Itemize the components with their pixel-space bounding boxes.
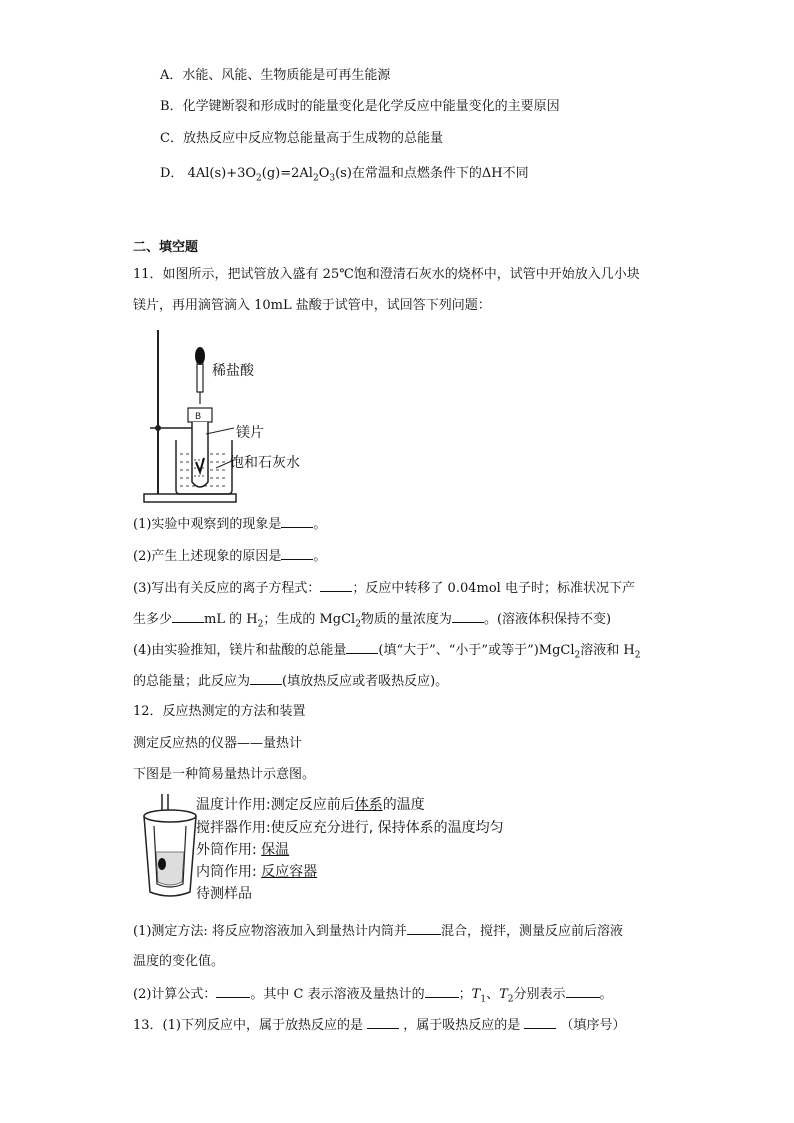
blank[interactable]: [524, 1014, 556, 1029]
blank[interactable]: [250, 670, 282, 685]
q12-title: 12．反应热测定的方法和装置: [133, 704, 306, 719]
option-a: A．水能、风能、生物质能是可再生能源: [160, 68, 391, 83]
blank[interactable]: [281, 513, 313, 528]
calorimeter-drawing: [140, 792, 200, 904]
q11-part3-line2: 生多少 mL 的 $H_2$；生成的 MgCl$_2$物质的量浓度为 。(溶液体积保持不变): [133, 608, 611, 635]
cal-thermometer-label: 温度计作用:测定反应前后体系的温度: [196, 797, 425, 813]
blank[interactable]: [320, 577, 352, 592]
cal-inner-label: 内筒作用: 反应容器: [196, 864, 318, 880]
blank[interactable]: [281, 545, 313, 560]
blank[interactable]: [425, 983, 459, 998]
calorimeter-figure: [140, 792, 560, 904]
apparatus-drawing: [140, 322, 320, 507]
blank[interactable]: [407, 920, 441, 935]
option-c: C．放热反应中反应物总能量高于生成物的总能量: [160, 131, 443, 146]
q13-part1: 13．(1)下列反应中，属于放热反应的是 ，属于吸热反应的是 （填序号）: [133, 1014, 626, 1036]
q11-part3-line1: (3)写出有关反应的离子方程式： ；反应中转移了 0.04mol 电子时；标准状况下产: [133, 577, 635, 599]
q12-part2: (2)计算公式： 。其中 C 表示溶液及量热计的 ；$T_1$、$T_2$分别表示 。: [133, 983, 613, 1010]
blank[interactable]: [452, 608, 484, 623]
blank[interactable]: [566, 983, 600, 998]
q12-sub2: 下图是一种简易量热计示意图。: [133, 767, 316, 782]
cal-sample-label: 待测样品: [196, 886, 252, 902]
q12-part1-line2: 温度的变化值。: [133, 954, 225, 969]
option-b: B．化学键断裂和形成时的能量变化是化学反应中能量变化的主要原因: [160, 99, 560, 114]
q11-part2: (2)产生上述现象的原因是 。: [133, 545, 326, 567]
section-title: 二、填空题: [133, 240, 199, 255]
q11-part1: (1)实验中观察到的现象是 。: [133, 513, 326, 535]
q12-part1-line1: (1)测定方法: 将反应物溶液加入到量热计内筒并 混合，搅拌，测量反应前后溶液: [133, 920, 623, 942]
cal-stirrer-label: 搅拌器作用:使反应充分进行, 保持体系的温度均匀: [196, 820, 504, 836]
q11-intro-line2: 镁片，再用滴管滴入 10mL 盐酸于试管中，试回答下列问题：: [133, 298, 491, 313]
cal-outer-label: 外筒作用: 保温: [196, 842, 290, 858]
option-d: D． $4Al(s)+3O_2(g)=2Al_2O_3(s)$在常温和点燃条件下的ΔH不同: [160, 166, 529, 184]
blank[interactable]: [346, 639, 378, 654]
q11-intro-line1: 11．如图所示，把试管放入盛有 25℃饱和澄清石灰水的烧杯中，试管中开始放入几小块: [133, 267, 640, 282]
q12-sub1: 测定反应热的仪器——量热计: [133, 736, 303, 751]
blank[interactable]: [367, 1014, 399, 1029]
label-dilute-hcl: 稀盐酸: [212, 363, 254, 379]
blank[interactable]: [216, 983, 250, 998]
q11-part4-line2: 的总能量；此反应为 (填放热反应或者吸热反应)。: [133, 670, 448, 692]
q11-apparatus-figure: [140, 322, 320, 507]
label-lime-water: 饱和石灰水: [230, 455, 300, 471]
label-magnesium: 镁片: [236, 425, 264, 441]
q11-part4-line1: (4)由实验推知，镁片和盐酸的总能量 (填“大于”、“小于”或等于”)MgCl$_2$溶液和 $H_2$: [133, 639, 641, 666]
svg-text:B: B: [195, 412, 202, 422]
blank[interactable]: [172, 608, 204, 623]
